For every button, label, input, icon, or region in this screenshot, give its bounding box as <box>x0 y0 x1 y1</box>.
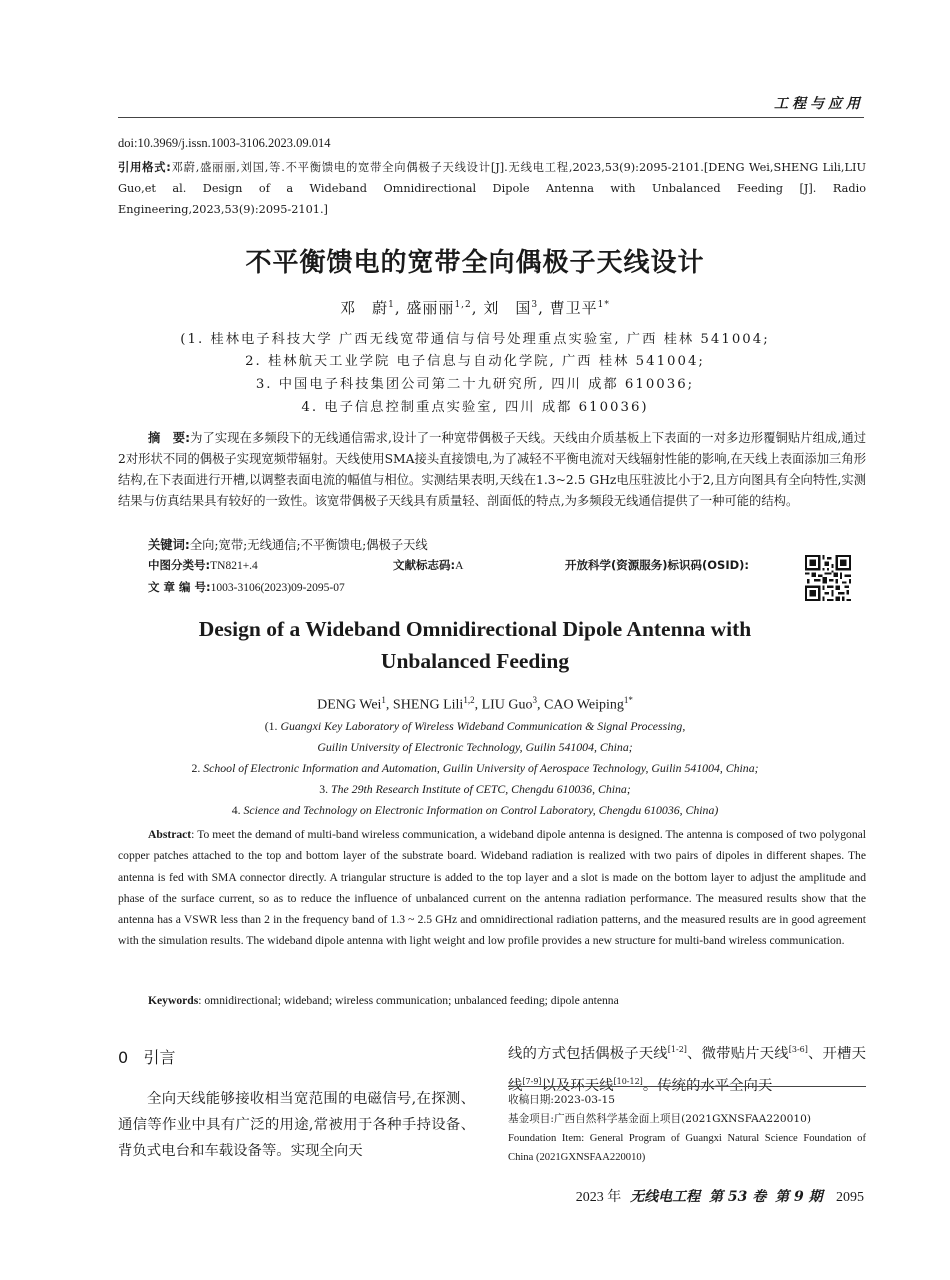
en-affiliation-1 <box>0 719 950 734</box>
footnote-fund-cn: 基金项目:广西自然科学基金面上项目(2021GXNSFAA220010) <box>508 1113 811 1125</box>
footnote-received: 收稿日期:2023-03-15 <box>508 1094 616 1106</box>
en-author: SHENG Lili <box>392 697 464 713</box>
en-author-sup: 1* <box>623 695 633 705</box>
en-keywords-text: omnidirectional; wideband; wireless communication; unbalanced feeding; dipole antenna <box>204 994 619 1007</box>
footer-journal: 无线电工程 <box>630 1189 701 1205</box>
citation <box>118 157 866 220</box>
ref-marker: [10-12] <box>613 1076 643 1086</box>
clc <box>148 557 258 573</box>
footer-volume: 第 53 卷 <box>709 1189 767 1205</box>
doi: doi:10.3969/j.issn.1003-3106.2023.09.014 <box>118 136 331 150</box>
en-affiliation-2 <box>0 761 950 776</box>
en-affiliation-4 <box>0 803 950 818</box>
page-footer <box>576 1186 864 1206</box>
en-aff-pre: (1. <box>264 719 281 733</box>
en-aff-post: , Chengdu 610036, China) <box>592 803 719 817</box>
body-right-text: 、微带贴片天线 <box>686 1045 789 1062</box>
cn-abstract <box>118 428 866 512</box>
section-title: 引言 <box>143 1048 176 1067</box>
footnote <box>508 1091 866 1167</box>
page-number: 2095 <box>836 1190 864 1205</box>
en-aff-main: School of Electronic Information and Automation <box>203 761 437 775</box>
running-header-section: 工程与应用 <box>774 96 864 112</box>
en-title-line2: Unbalanced Feeding <box>380 649 570 673</box>
section-number: 0 <box>118 1048 129 1067</box>
doc-code-value: A <box>455 560 464 572</box>
en-aff-main: Guangxi Key Laboratory of Wireless Wideband Communication & Signal Processing <box>280 719 683 733</box>
en-affiliation-1b <box>0 740 950 755</box>
en-aff-main: Science and Technology on Electronic Information on Control Laboratory <box>243 803 593 817</box>
cn-author-sup: 1 <box>388 300 395 310</box>
en-author: LIU Guo <box>481 697 533 713</box>
en-aff-pre: 2. <box>191 761 204 775</box>
cn-authors: 邓 蔚$^1$, 盛丽丽$^{1,2}$, 刘 国$^3$, 曹卫平$^{1*}$ <box>340 299 610 317</box>
en-aff-post: , <box>682 719 686 733</box>
article-no <box>148 579 345 595</box>
en-keywords: Keywords: omnidirectional; wideband; wireless communication; unbalanced feeding; dipole antenna <box>148 994 619 1007</box>
cn-author: 邓 蔚 <box>340 299 389 317</box>
cn-author: 刘 国 <box>483 299 532 317</box>
footnote-rule <box>508 1086 866 1087</box>
cn-affiliation-1: (1. 桂林电子科技大学 广西无线宽带通信与信号处理重点实验室, 广西 桂林 541004; <box>180 332 770 347</box>
en-abstract-label: Abstract <box>148 828 192 841</box>
osid-label-text: 开放科学(资源服务)标识码(OSID): <box>565 558 750 572</box>
osid-qr-code-icon <box>805 555 851 601</box>
en-author-sup: 1,2 <box>463 695 475 705</box>
cn-author: 曹卫平 <box>549 299 598 317</box>
en-authors: DENG Wei$^1$, SHENG Lili$^{1,2}$, LIU Guo$^3$, CAO Weiping$^{1*}$ <box>317 695 633 713</box>
ref-marker: [1-2] <box>667 1045 687 1054</box>
cn-affiliation-2: 2. 桂林航天工业学院 电子信息与自动化学院, 广西 桂林 541004; <box>245 354 705 369</box>
citation-text: 邓蔚,盛丽丽,刘国,等.不平衡馈电的宽带全向偶极子天线设计[J].无线电工程,2023,53(9):2095-2101.[DENG Wei,SHENG Lili,LIU Guo,et al. Design of a Wideband Omnidirectional Dipole Antenna with Unbalanced Feeding [J]. Radio Engineering,2023,53(9):2095-2101.] <box>118 161 866 216</box>
ref-marker: [7-9] <box>522 1076 542 1086</box>
cn-keywords-label: 关键词: <box>148 538 190 552</box>
cn-keywords-text: 全向;宽带;无线通信;不平衡馈电;偶极子天线 <box>189 538 428 552</box>
cn-abstract-label: 摘 要: <box>148 431 191 445</box>
footer-issue: 第 9 期 <box>775 1189 823 1205</box>
osid-label <box>565 557 749 573</box>
citation-label: 引用格式: <box>118 161 171 174</box>
en-keywords-label: Keywords <box>148 994 199 1007</box>
footer-year: 2023 年 <box>575 1190 622 1205</box>
body-right-text: 、开槽天线 <box>508 1045 866 1094</box>
en-author: CAO Weiping <box>544 697 624 713</box>
body-right-text: 以及环天线 <box>541 1077 614 1094</box>
article-no-value: 1003-3106(2023)09-2095-07 <box>210 582 345 594</box>
en-author-sup: 3 <box>532 695 537 705</box>
en-aff-pre: 4. <box>231 803 244 817</box>
cn-affiliation-4: 4. 电子信息控制重点实验室, 四川 成都 610036) <box>301 400 649 415</box>
article-no-label: 文 章 编 号: <box>148 580 211 594</box>
doc-code <box>393 557 463 573</box>
en-aff-pre: 3. <box>319 782 332 796</box>
clc-value: TN821+.4 <box>210 560 258 572</box>
cn-abstract-text: 为了实现在多频段下的无线通信需求,设计了一种宽带偶极子天线。天线由介质基板上下表面的一对多边形覆铜贴片组成,通过2对形状不同的偶极子实现宽频带辐射。天线使用SMA接头直接馈电,为了减轻不平衡电流对天线辐射性能的影响,在天线上表面添加三角形结构,在下表面进行开槽,以调整表面电流的幅值与相位。实测结果表明,天线在1.3~2.5 GHz电压驻波比小于2,且方向图具有全向特性,实测结果与仿真结果具有较好的一致性。该宽带偶极子天线具有质量轻、剖面低的特点,为多频段无线通信提供了一种可能的结构。 <box>118 431 866 508</box>
en-author: DENG Wei <box>317 697 382 713</box>
en-aff-post: , Guilin 541004, China; <box>519 740 633 754</box>
footnote-fund-en: Foundation Item: General Program of Guangxi Natural Science Foundation of China (2021GXNSFAA220010) <box>508 1133 866 1163</box>
en-title <box>0 613 950 677</box>
cn-author-sup: 1* <box>597 300 610 310</box>
cn-author-sup: 1,2 <box>454 300 472 310</box>
en-abstract-text: To meet the demand of multi-band wireless communication, a wideband dipole antenna is designed. The antenna is composed of two polygonal copper patches attached to the top and bottom layer of the substrate board. Wideband radiation is realized with two pairs of dipoles in different shapes. The antenna is fed with SMA connector directly. A triangular structure is added to the top layer and a slot is made on the bottom layer to adjust the amplitude and phase of the surface current, so as to reduce the influence of unbalanced current on the antenna radiation performance. The measured results show that the antenna has a VSWR less than 2 in the frequency band of 1.3 ~ 2.5 GHz and omnidirectional radiation patterns, and the measured results are in good agreement with the simulation results. The wideband dipole antenna with light weight and low profile provides a new structure for multi-band wireless communication. <box>118 828 866 948</box>
section-heading <box>118 1045 175 1068</box>
cn-title: 不平衡馈电的宽带全向偶极子天线设计 <box>245 248 705 278</box>
en-aff-main: Guilin University of Electronic Technology <box>317 740 520 754</box>
cn-author: 盛丽丽 <box>406 299 455 317</box>
cn-author-sup: 3 <box>531 300 539 310</box>
body-left-text: 全向天线能够接收相当宽范围的电磁信号,在探测、通信等作业中具有广泛的用途,常被用于各种手持设备、背负式电台和车载设备等。实现全向天 <box>118 1091 475 1159</box>
clc-label: 中图分类号: <box>148 558 211 572</box>
en-aff-post: , Guilin University of Aerospace Technology, Guilin 541004, China; <box>436 761 759 775</box>
en-title-line1: Design of a Wideband Omnidirectional Dipole Antenna with <box>198 617 752 641</box>
en-abstract: Abstract: To meet the demand of multi-band wireless communication, a wideband dipole antenna is designed. The antenna is composed of two polygonal copper patches attached to the top and bottom layer of the substrate board. Wideband radiation is realized with two pairs of dipoles in different shapes. The antenna is fed with SMA connector directly. A triangular structure is added to the top layer and a slot is made on the bottom layer to adjust the amplitude and phase of the surface current, so as to reduce the influence of unbalanced current on the antenna radiation performance. The measured results show that the antenna has a VSWR less than 2 in the frequency band of 1.3 ~ 2.5 GHz and omnidirectional radiation patterns, and the measured results are in good agreement with the simulation results. The wideband dipole antenna with light weight and low profile provides a new structure for multi-band wireless communication. <box>118 828 866 948</box>
body-text-left <box>118 1086 475 1164</box>
cn-keywords <box>148 535 428 553</box>
body-right-text: 。传统的水平全向天 <box>642 1077 773 1094</box>
en-author-sup: 1 <box>381 695 386 705</box>
body-right-text: 线的方式包括偶极子天线 <box>508 1045 668 1062</box>
en-affiliation-3 <box>0 782 950 797</box>
cn-affiliation-3: 3. 中国电子科技集团公司第二十九研究所, 四川 成都 610036; <box>255 377 695 392</box>
ref-marker: [3-6] <box>788 1045 808 1054</box>
en-aff-post: , Chengdu 610036, China; <box>505 782 631 796</box>
header-rule <box>118 117 864 118</box>
en-aff-main: The 29th Research Institute of CETC <box>331 782 506 796</box>
doc-code-label: 文献标志码: <box>393 558 456 572</box>
